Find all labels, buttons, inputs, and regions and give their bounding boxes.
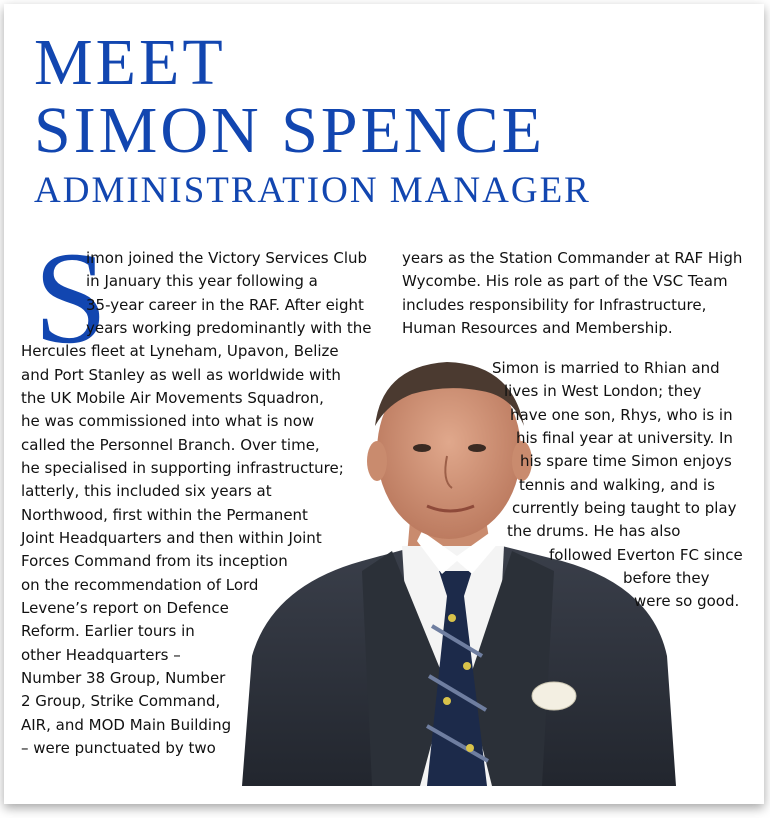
body-line: called the Personnel Branch. Over time, xyxy=(21,436,320,454)
body-line: Northwood, first within the Permanent xyxy=(21,506,308,524)
body-line: followed Everton FC since xyxy=(549,546,743,564)
body-line: Forces Command from its inception xyxy=(21,552,288,570)
body-line: includes responsibility for Infrastructure, xyxy=(402,296,707,314)
body-line: 35-year career in the RAF. After eight xyxy=(86,296,364,314)
body-line: his spare time Simon enjoys xyxy=(520,452,732,470)
body-line: 2 Group, Strike Command, xyxy=(21,692,221,710)
body-line: AIR, and MOD Main Building xyxy=(21,716,232,734)
body-line: he specialised in supporting infrastructure; xyxy=(21,459,344,477)
body-line: Wycombe. His role as part of the VSC Team xyxy=(402,272,728,290)
body-line: years working predominantly with the xyxy=(86,319,372,337)
body-line: latterly, this included six years at xyxy=(21,482,272,500)
body-line: Joint Headquarters and then within Joint xyxy=(21,529,322,547)
body-line: Human Resources and Membership. xyxy=(402,319,673,337)
body-line: tennis and walking, and is xyxy=(519,476,715,494)
heading-line-2: SIMON SPENCE xyxy=(34,94,545,167)
body-line: lives in West London; they xyxy=(504,382,702,400)
body-line: imon joined the Victory Services Club xyxy=(86,249,368,267)
body-line: Reform. Earlier tours in xyxy=(21,622,195,640)
body-line: have one son, Rhys, who is in xyxy=(510,406,733,424)
body-line: in January this year following a xyxy=(86,272,318,290)
body-line: currently being taught to play xyxy=(512,499,737,517)
body-line: were so good. xyxy=(634,592,740,610)
body-line: Simon is married to Rhian and xyxy=(492,359,720,377)
body-line: the UK Mobile Air Movements Squadron, xyxy=(21,389,324,407)
body-line: and Port Stanley as well as worldwide with xyxy=(21,366,341,384)
body-line: he was commissioned into what is now xyxy=(21,412,315,430)
body-line: years as the Station Commander at RAF High xyxy=(402,249,743,267)
body-line: his final year at university. In xyxy=(516,429,733,447)
body-line: Levene’s report on Defence xyxy=(21,599,229,617)
body-line: Number 38 Group, Number xyxy=(21,669,226,687)
body-line: Hercules fleet at Lyneham, Upavon, Belize xyxy=(21,342,339,360)
body-line: on the recommendation of Lord xyxy=(21,576,259,594)
heading-line-1: MEET xyxy=(34,26,226,99)
drop-cap: S xyxy=(34,224,108,371)
body-line: before they xyxy=(623,569,710,587)
body-line: the drums. He has also xyxy=(507,522,681,540)
body-line: – were punctuated by two xyxy=(21,739,216,757)
body-line: other Headquarters – xyxy=(21,646,181,664)
heading-subtitle: ADMINISTRATION MANAGER xyxy=(34,170,591,211)
article-page xyxy=(4,4,764,804)
